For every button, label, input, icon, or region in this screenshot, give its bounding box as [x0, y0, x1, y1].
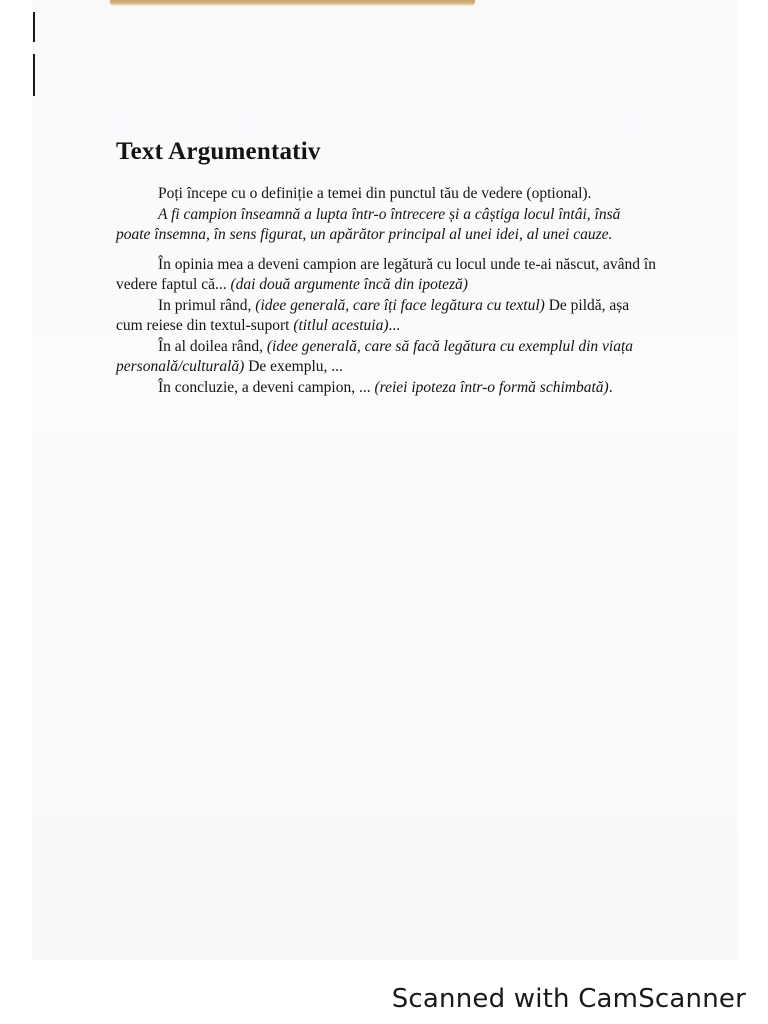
conclusion-text: În concluzie, a deveni campion, ... [158, 378, 375, 396]
scan-margin [0, 0, 32, 960]
definition-paragraph: A fi campion înseamnă a lupta într-o întrecere și a câștiga locul întâi, însă poate însemna, în sens figurat, un apărător principal al unei idei, al unei cauze. [116, 205, 621, 243]
second-argument-example: De exemplu, ... [244, 358, 343, 375]
second-argument-text: În al doilea rând, [158, 337, 267, 355]
document-title: Text Argumentativ [116, 138, 321, 165]
thesis-note: (dai două argumente încă din ipoteză) [230, 276, 468, 293]
source-title-note: (titlul acestuia) [293, 317, 389, 334]
thesis-text: În opinia mea a deveni campion are legătură cu locul unde te-ai născut, având în vedere faptul că... [116, 255, 656, 293]
second-argument-note: (idee generală, care să facă legătura cu exemplul din viața personală/culturală) [116, 337, 634, 375]
document-body [116, 138, 656, 398]
camscanner-watermark: Scanned with CamScanner [391, 984, 746, 1014]
conclusion-period: . [608, 378, 613, 396]
first-argument-example: De pildă, așa cum reiese din textul-suport [116, 296, 630, 334]
tape-strip [110, 0, 475, 6]
conclusion-paragraph [116, 378, 656, 399]
thesis-paragraph [116, 255, 656, 296]
first-argument-paragraph [116, 296, 656, 337]
first-argument-text: In primul rând, [158, 296, 256, 314]
first-argument-ellipsis: ... [388, 317, 401, 334]
conclusion-note: (reiei ipoteza într-o formă schimbată) [374, 378, 609, 396]
first-argument-note: (idee generală, care îți face legătura cu textul) [255, 296, 545, 314]
intro-paragraph: Poți începe cu o definiție a temei din punctul tău de vedere (optional). [158, 185, 592, 202]
binding-mark [33, 12, 35, 42]
binding-mark [33, 54, 35, 96]
second-argument-paragraph [116, 337, 656, 378]
